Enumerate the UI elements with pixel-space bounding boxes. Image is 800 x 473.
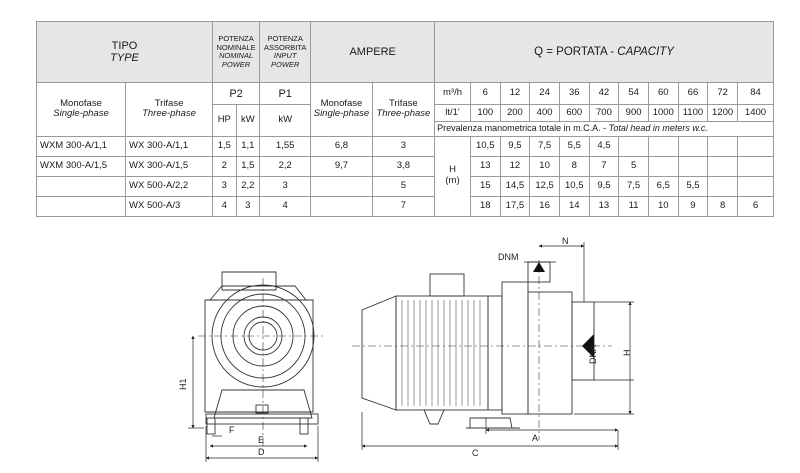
motor-fan-cover bbox=[362, 296, 396, 410]
model-three-phase: WX 500-A/3 bbox=[126, 196, 213, 216]
cell-amp-three: 3,8 bbox=[372, 156, 434, 176]
cell-amp-three: 7 bbox=[372, 196, 434, 216]
cell-head: 11 bbox=[619, 196, 649, 216]
pump-support-foot bbox=[470, 418, 512, 428]
hp-header: HP bbox=[213, 105, 237, 136]
cell-head: 8 bbox=[559, 156, 589, 176]
cell-head: 9,5 bbox=[500, 136, 530, 156]
flow-m3h: 84 bbox=[737, 83, 773, 105]
dim-h-label: H bbox=[622, 349, 632, 356]
front-bolt-left bbox=[207, 418, 215, 434]
dim-e-label: E bbox=[258, 435, 265, 445]
flow-lt: 1400 bbox=[737, 105, 773, 121]
cell-head: 9 bbox=[678, 196, 708, 216]
flow-m3h: 66 bbox=[678, 83, 708, 105]
flow-m3h: 24 bbox=[530, 83, 560, 105]
motor-flange bbox=[488, 296, 502, 410]
cell-hp: 1,5 bbox=[213, 136, 237, 156]
cell-head: 17,5 bbox=[500, 196, 530, 216]
ampere-single-phase-header: Monofase Single-phase bbox=[311, 83, 372, 136]
dim-dna-label: DNA bbox=[588, 344, 598, 364]
cell-head: 5,5 bbox=[678, 176, 708, 196]
three-phase-header: Trifase Three-phase bbox=[126, 83, 213, 136]
cell-kw: 3 bbox=[236, 196, 260, 216]
dim-dnm-label: DNM bbox=[498, 252, 519, 262]
lt-unit: lt/1' bbox=[435, 105, 471, 121]
side-terminal-box bbox=[430, 274, 464, 296]
front-dimensions bbox=[188, 336, 318, 462]
cell-head: 12 bbox=[500, 156, 530, 176]
cell-head: 13 bbox=[589, 196, 619, 216]
cell-head: 10,5 bbox=[470, 136, 500, 156]
pump-front-view bbox=[198, 272, 324, 452]
cell-p1: 3 bbox=[260, 176, 311, 196]
cell-head: 7,5 bbox=[619, 176, 649, 196]
flow-m3h: 54 bbox=[619, 83, 649, 105]
cell-kw: 2,2 bbox=[236, 176, 260, 196]
dim-a-label: A bbox=[532, 433, 539, 443]
flow-m3h: 6 bbox=[470, 83, 500, 105]
front-motor-top bbox=[210, 286, 306, 300]
cell-p1: 4 bbox=[260, 196, 311, 216]
front-base-plate bbox=[206, 414, 318, 424]
cell-head: 16 bbox=[530, 196, 560, 216]
dim-d-label: D bbox=[258, 447, 265, 457]
cell-head: 15 bbox=[470, 176, 500, 196]
cell-hp: 3 bbox=[213, 176, 237, 196]
cell-hp: 2 bbox=[213, 156, 237, 176]
cell-head: 7,5 bbox=[530, 136, 560, 156]
p2-header: P2 bbox=[213, 83, 260, 105]
cell-head: 7 bbox=[589, 156, 619, 176]
cell-kw: 1,1 bbox=[236, 136, 260, 156]
cell-head: 10,5 bbox=[559, 176, 589, 196]
cell-kw: 1,5 bbox=[236, 156, 260, 176]
flow-lt: 200 bbox=[500, 105, 530, 121]
model-single-phase: WXM 300-A/1,1 bbox=[37, 136, 126, 156]
p1-header: P1 bbox=[260, 83, 311, 105]
dim-f-label: F bbox=[229, 425, 235, 435]
flow-lt: 600 bbox=[559, 105, 589, 121]
flow-lt: 900 bbox=[619, 105, 649, 121]
cell-amp-three: 5 bbox=[372, 176, 434, 196]
cell-amp-single: 6,8 bbox=[311, 136, 372, 156]
tipo-label: TIPO bbox=[111, 39, 138, 52]
flow-lt: 700 bbox=[589, 105, 619, 121]
cell-head: 9,5 bbox=[589, 176, 619, 196]
cell-head: 14,5 bbox=[500, 176, 530, 196]
front-pump-casing bbox=[205, 300, 313, 412]
pump-volute-side bbox=[528, 292, 572, 414]
dnm-arrow-icon bbox=[533, 262, 545, 272]
front-bolt-right bbox=[300, 418, 308, 434]
nominal-power-header: POTENZA NOMINALE NOMINAL POWER bbox=[213, 22, 260, 83]
dim-c-label: C bbox=[472, 448, 479, 458]
cell-head: 13 bbox=[470, 156, 500, 176]
cell-amp-single: 9,7 bbox=[311, 156, 372, 176]
flow-lt: 100 bbox=[470, 105, 500, 121]
type-label: TYPE bbox=[110, 52, 139, 65]
cell-head: 5,5 bbox=[559, 136, 589, 156]
cell-head: 6 bbox=[737, 196, 773, 216]
dim-n-label: N bbox=[562, 236, 569, 246]
flow-m3h: 42 bbox=[589, 83, 619, 105]
head-unit-cell: H (m) bbox=[435, 136, 471, 216]
flow-lt: 1000 bbox=[648, 105, 678, 121]
flow-m3h: 72 bbox=[708, 83, 738, 105]
cell-amp-three: 3 bbox=[372, 136, 434, 156]
m3h-unit: m³/h bbox=[435, 83, 471, 105]
flow-lt: 1200 bbox=[708, 105, 738, 121]
cell-head: 4,5 bbox=[589, 136, 619, 156]
cell-head: 12,5 bbox=[530, 176, 560, 196]
kw-header: kW bbox=[236, 105, 260, 136]
flow-lt: 400 bbox=[530, 105, 560, 121]
flow-m3h: 36 bbox=[559, 83, 589, 105]
capacity-header: Q = PORTATA - CAPACITY bbox=[435, 22, 774, 83]
cell-head: 5 bbox=[619, 156, 649, 176]
p1-kw-header: kW bbox=[260, 105, 311, 136]
cell-p1: 2,2 bbox=[260, 156, 311, 176]
flow-m3h: 12 bbox=[500, 83, 530, 105]
cell-head: 10 bbox=[648, 196, 678, 216]
pump-side-view bbox=[352, 260, 612, 440]
cell-hp: 4 bbox=[213, 196, 237, 216]
model-three-phase: WX 300-A/1,5 bbox=[126, 156, 213, 176]
motor-fins bbox=[402, 300, 480, 406]
dim-h1-label: H1 bbox=[178, 378, 188, 390]
total-head-caption: Prevalenza manometrica totale in m.C.A. - Total head in meters w.c. bbox=[435, 121, 774, 136]
ampere-three-phase-header: Trifase Three-phase bbox=[372, 83, 434, 136]
model-three-phase: WX 500-A/2,2 bbox=[126, 176, 213, 196]
model-three-phase: WX 300-A/1,1 bbox=[126, 136, 213, 156]
cell-head: 14 bbox=[559, 196, 589, 216]
pump-casing-side bbox=[502, 282, 528, 414]
motor-support-foot bbox=[424, 410, 444, 424]
cell-head: 6,5 bbox=[648, 176, 678, 196]
cell-head: 10 bbox=[530, 156, 560, 176]
cell-head: 8 bbox=[708, 196, 738, 216]
cell-head: 18 bbox=[470, 196, 500, 216]
cell-p1: 1,55 bbox=[260, 136, 311, 156]
model-single-phase: WXM 300-A/1,5 bbox=[37, 156, 126, 176]
flow-lt: 1100 bbox=[678, 105, 708, 121]
ampere-header: AMPERE bbox=[311, 22, 435, 83]
single-phase-header: Monofase Single-phase bbox=[37, 83, 126, 136]
flow-m3h: 60 bbox=[648, 83, 678, 105]
input-power-header: POTENZA ASSORBITA INPUT POWER bbox=[260, 22, 311, 83]
